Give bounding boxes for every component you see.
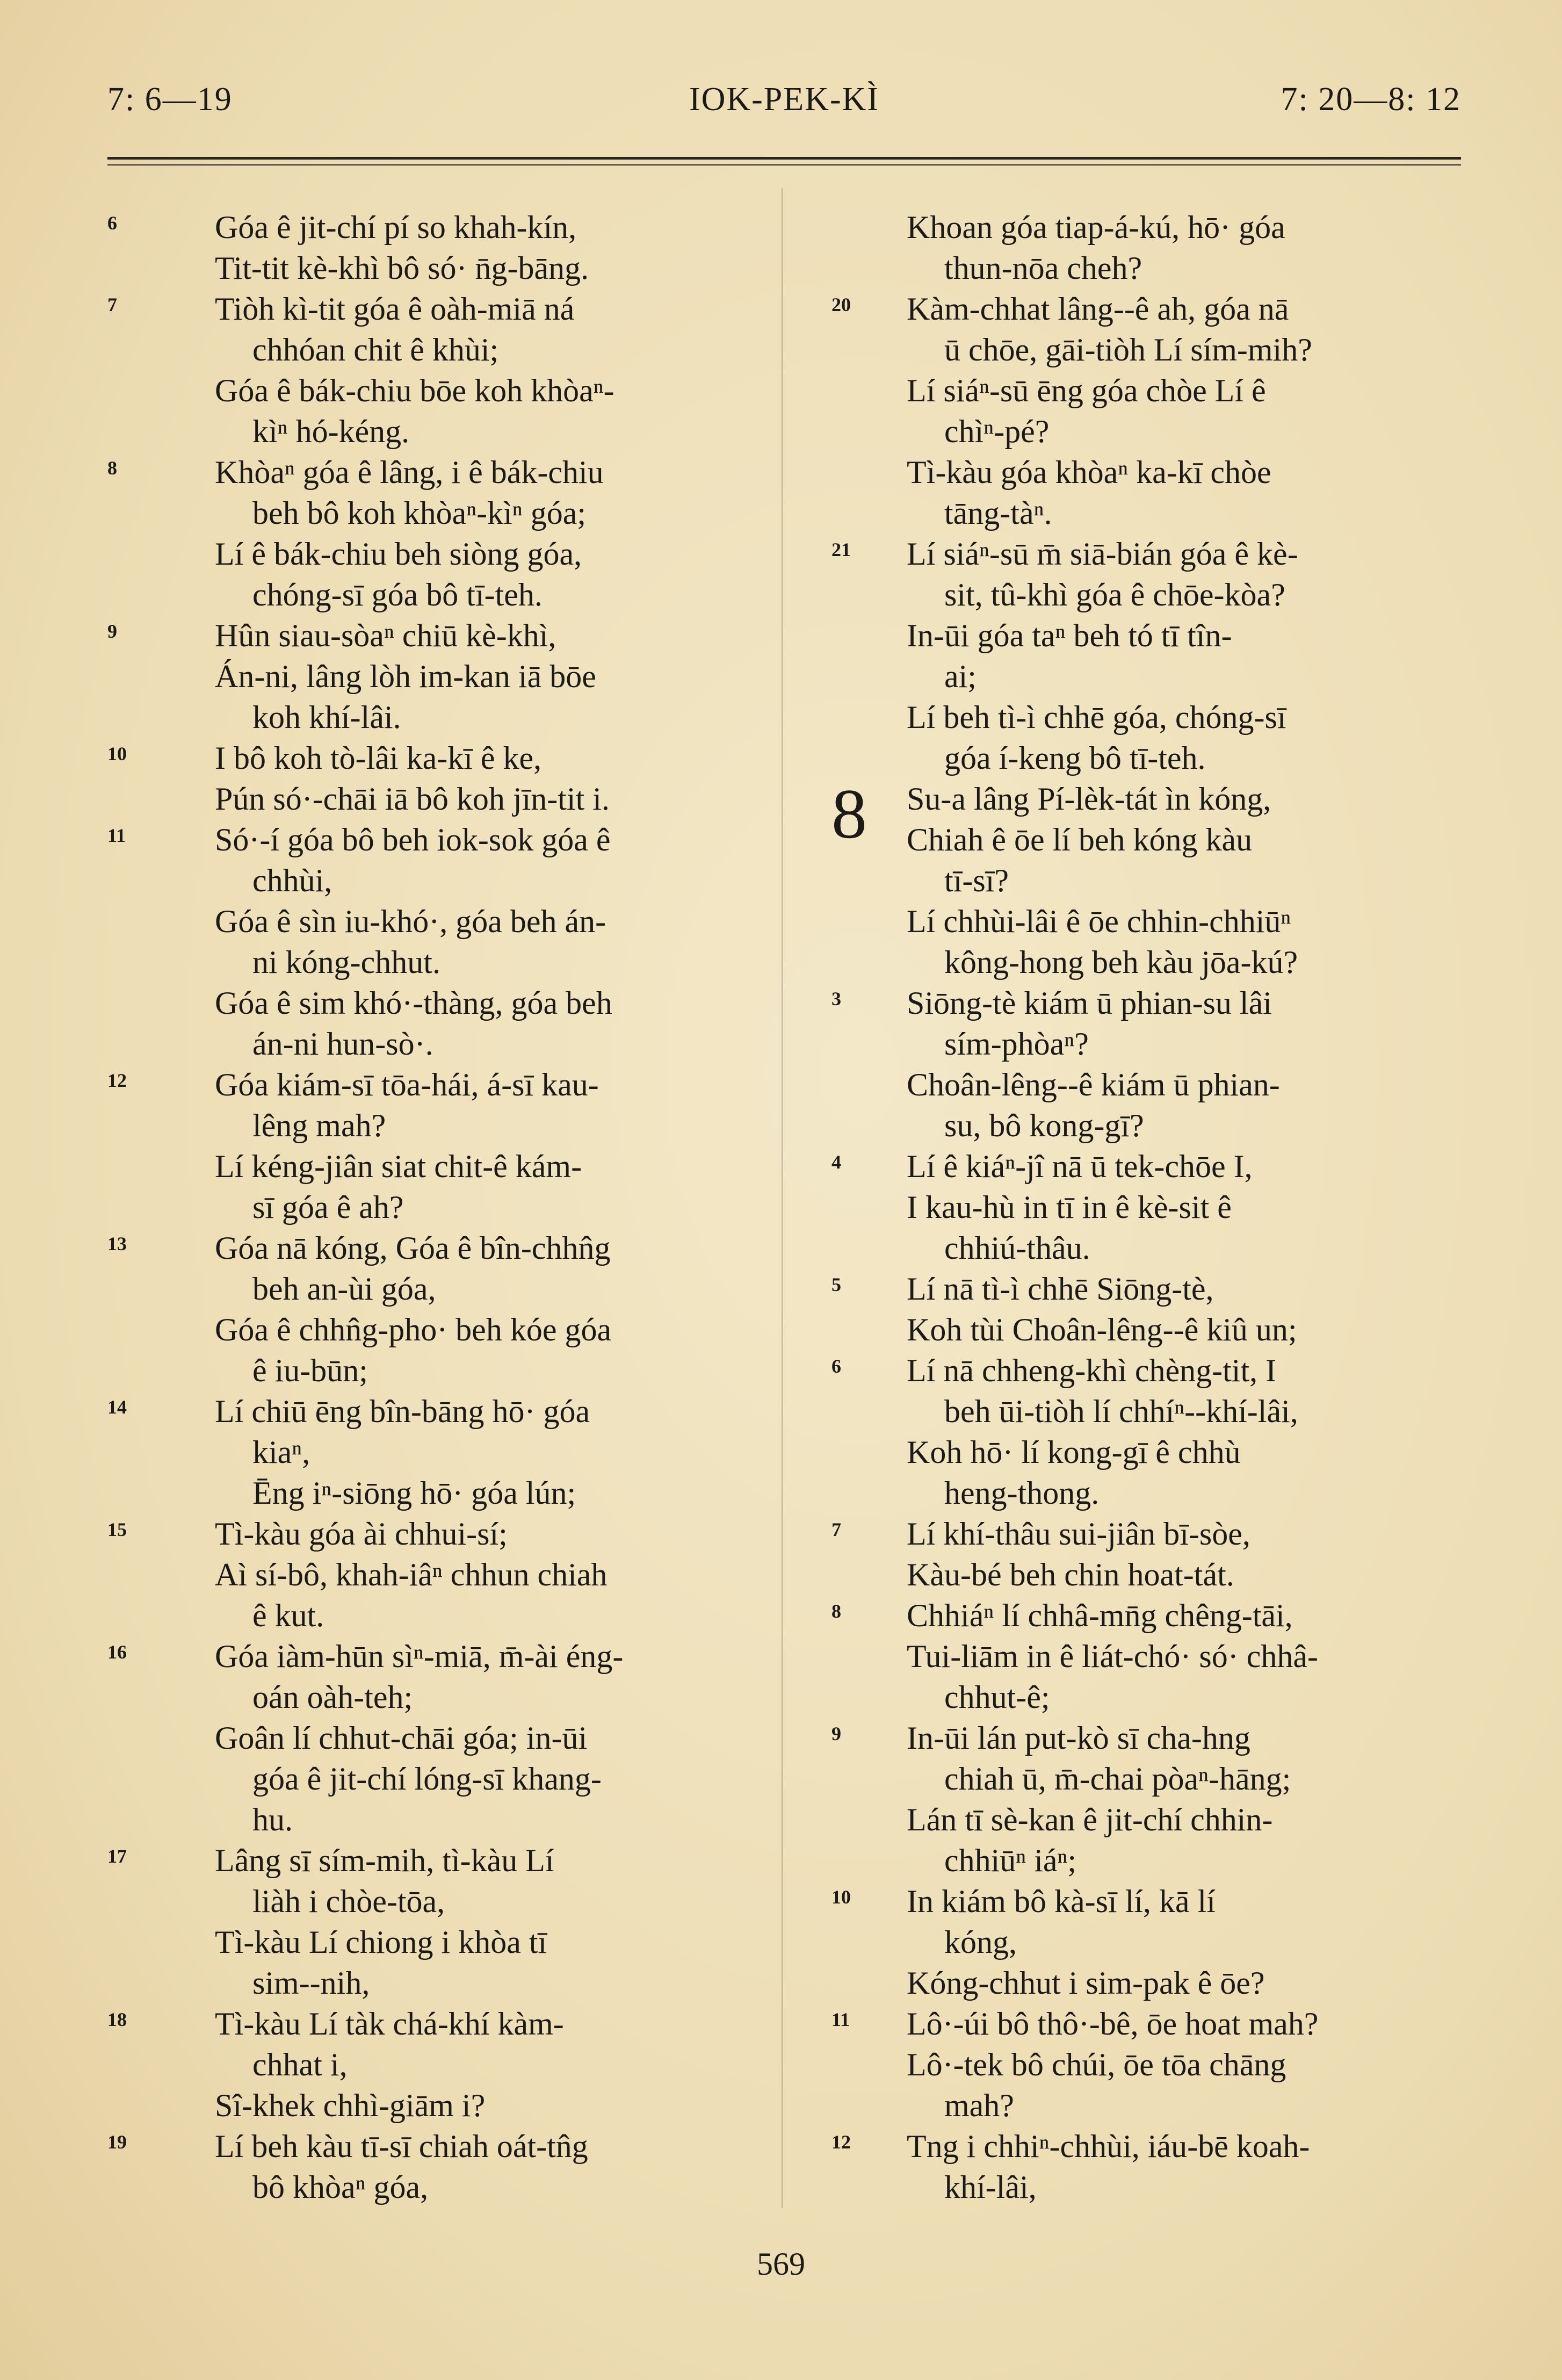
verse-number: 6 — [107, 212, 117, 234]
verse-line: Án-ni, lâng lòh im-kan iā bōe — [215, 659, 596, 694]
verse-line: Lí nā tì-ì chhē Siōng-tè, — [907, 1271, 1214, 1307]
verse — [107, 207, 773, 289]
verse-number: 15 — [107, 1519, 127, 1540]
verse — [107, 2126, 773, 2208]
verse-number: 10 — [831, 1886, 851, 1908]
verse-line: Tiòh kì-tit góa ê oàh-miā ná — [215, 291, 575, 327]
verse-line: Tì-kàu Lí chiong i khòa tī — [215, 1924, 547, 1960]
verse — [107, 1840, 773, 2003]
header-left-reference: 7: 6—19 — [107, 81, 233, 118]
verse — [831, 1718, 1461, 1881]
verse-line: ê iu-būn; — [252, 1353, 368, 1388]
verse-line: beh ūi-tiòh lí chhíⁿ--khí-lâi, — [944, 1394, 1298, 1429]
verse-line: Lô·-tek bô chúi, ōe tōa chāng — [907, 2047, 1286, 2082]
left-column — [107, 207, 773, 2208]
verse — [831, 2003, 1461, 2126]
verse-line: chhiūⁿ iáⁿ; — [944, 1843, 1077, 1878]
verse-line: Góa ê chhn̂g-pho· beh kóe góa — [215, 1312, 612, 1347]
verse — [107, 289, 773, 452]
verse-line: In kiám bô kà-sī lí, kā lí — [907, 1884, 1216, 1919]
verse-line: Pún só·-chāi iā bô koh jīn-tit i. — [215, 781, 610, 817]
verse-line: Góa ê sìn iu-khó·, góa beh án- — [215, 904, 606, 939]
verse-line: In-ūi lán put-kò sī cha-hng — [907, 1720, 1250, 1756]
verse-line: lêng mah? — [252, 1108, 386, 1143]
verse-line: Koh hō· lí kong-gī ê chhù — [907, 1434, 1241, 1470]
verse-line: heng-thong. — [944, 1475, 1100, 1511]
verse-line: Lán tī sè-kan ê jit-chí chhin- — [907, 1802, 1273, 1837]
verse-number: 17 — [107, 1845, 127, 1867]
verse — [107, 1636, 773, 1840]
verse-line: ū chōe, gāi-tiòh Lí sím-mih? — [944, 332, 1312, 367]
verse-line: Góa kiám-sī tōa-hái, á-sī kau- — [215, 1067, 599, 1102]
verse-line: chhùi, — [252, 863, 332, 898]
verse-number: 9 — [831, 1723, 841, 1744]
verse-line: án-ni hun-sò·. — [252, 1026, 433, 1062]
verse-line: Tì-kàu góa khòaⁿ ka-kī chòe — [907, 455, 1271, 490]
verse — [831, 1268, 1461, 1350]
verse — [831, 207, 1461, 289]
verse — [107, 819, 773, 1064]
verse-line: Lí beh tì-ì chhē góa, chóng-sī — [907, 699, 1286, 735]
verse-line: sit, tû-khì góa ê chōe-kòa? — [944, 577, 1285, 612]
verse-number: 20 — [831, 294, 851, 315]
verse-line: liàh i chòe-tōa, — [252, 1884, 445, 1919]
verse-number: 7 — [831, 1519, 841, 1540]
verse-line: sím-phòaⁿ? — [944, 1026, 1089, 1062]
verse-line: Tì-kàu góa ài chhui-sí; — [215, 1516, 508, 1552]
verse — [831, 1146, 1461, 1268]
verse-number: 3 — [831, 988, 841, 1009]
verse-line: chhóan chit ê khùi; — [252, 332, 499, 367]
verse-line: oán oàh-teh; — [252, 1679, 413, 1715]
verse-line: thun-nōa cheh? — [944, 250, 1142, 286]
verse-line: khí-lâi, — [944, 2169, 1037, 2205]
verse — [831, 983, 1461, 1146]
verse-line: Tì-kàu Lí tàk chá-khí kàm- — [215, 2006, 564, 2042]
verse-line: chhiú-thâu. — [944, 1230, 1090, 1266]
verse-line: Su-a lâng Pí-lèk-tát ìn kóng, — [907, 781, 1271, 817]
verse-line: Kóng-chhut i sim-pak ê ōe? — [907, 1965, 1265, 2001]
verse-line: mah? — [944, 2088, 1014, 2123]
verse-line: Ēng iⁿ-siōng hō· góa lún; — [252, 1475, 576, 1511]
verse-line: Lí ê kiáⁿ-jî nā ū tek-chōe I, — [907, 1149, 1253, 1184]
verse-line: Chhiáⁿ lí chhâ-mn̄g chêng-tāi, — [907, 1598, 1293, 1633]
verse-line: kóng, — [944, 1924, 1017, 1960]
verse-line: Koh tùi Choân-lêng--ê kiû un; — [907, 1312, 1297, 1347]
verse — [831, 289, 1461, 533]
verse-number: 21 — [831, 539, 851, 560]
verse — [107, 738, 773, 819]
verse-number: 5 — [831, 1274, 841, 1295]
verse-line: Kàu-bé beh chin hoat-tát. — [907, 1557, 1234, 1592]
verse-line: I kau-hù in tī in ê kè-sit ê — [907, 1189, 1232, 1225]
verse-line: chóng-sī góa bô tī-teh. — [252, 577, 543, 612]
verse-line: su, bô kong-gī? — [944, 1108, 1144, 1143]
verse — [107, 1391, 773, 1513]
verse-line: góa ê jit-chí lóng-sī khang- — [252, 1761, 602, 1797]
verse-number: 14 — [107, 1396, 127, 1418]
verse — [107, 1064, 773, 1228]
verse-line: ni kóng-chhut. — [252, 944, 440, 980]
verse-line: tī-sī? — [944, 863, 1009, 898]
verse-line: I bô koh tò-lâi ka-kī ê ke, — [215, 740, 542, 776]
verse-line: Hûn siau-sòaⁿ chiū kè-khì, — [215, 618, 556, 653]
verse-line: Lí chiū ēng bîn-bāng hō· góa — [215, 1394, 590, 1429]
verse — [107, 1513, 773, 1636]
column-divider — [782, 188, 783, 2208]
verse-number: 18 — [107, 2009, 127, 2030]
page-header — [107, 81, 1461, 129]
verse-number: 11 — [831, 2009, 850, 2030]
verse-line: kiaⁿ, — [252, 1434, 310, 1470]
verse-line: bô khòaⁿ góa, — [252, 2169, 429, 2205]
verse-number: 6 — [831, 1355, 841, 1377]
verse — [831, 1595, 1461, 1718]
verse-line: ê kut. — [252, 1598, 324, 1633]
verse-line: kông-hong beh kàu jōa-kú? — [944, 944, 1298, 980]
verse-number: 9 — [107, 621, 117, 642]
verse-line: Tng i chhiⁿ-chhùi, iáu-bē koah- — [907, 2129, 1310, 2164]
verse-line: tāng-tàⁿ. — [944, 495, 1052, 531]
verse-line: beh an-ùi góa, — [252, 1271, 436, 1307]
verse-line: Góa ê bák-chiu bōe koh khòaⁿ- — [215, 373, 614, 408]
verse-line: In-ūi góa taⁿ beh tó tī tîn- — [907, 618, 1232, 653]
verse-line: chìⁿ-pé? — [944, 414, 1050, 449]
verse-number: 19 — [107, 2131, 127, 2153]
verse-line: beh bô koh khòaⁿ-kìⁿ góa; — [252, 495, 587, 531]
header-rule-thick — [107, 157, 1461, 160]
verse-line: Khòaⁿ góa ê lâng, i ê bák-chiu — [215, 455, 604, 490]
verse-line: Aì sí-bô, khah-iâⁿ chhun chiah — [215, 1557, 608, 1592]
verse-line: Góa ê jit-chí pí so khah-kín, — [215, 210, 577, 245]
verse-line: Lô·-úi bô thô·-bê, ōe hoat mah? — [907, 2006, 1319, 2042]
verse-line: Chiah ê ōe lí beh kóng kàu — [907, 822, 1253, 857]
verse-number: 16 — [107, 1641, 127, 1663]
verse — [107, 615, 773, 738]
verse-number: 8 — [831, 1600, 841, 1622]
verse-line: Só·-í góa bô beh iok-sok góa ê — [215, 822, 611, 857]
header-title: IOK-PEK-KÌ — [689, 81, 880, 118]
verse-number: 8 — [107, 457, 117, 479]
verse-line: hu. — [252, 1802, 293, 1837]
verse-line: Lí khí-thâu sui-jiân bī-sòe, — [907, 1516, 1250, 1552]
verse — [107, 2003, 773, 2126]
verse-line: kìⁿ hó-kéng. — [252, 414, 410, 449]
verse-line: Lí siáⁿ-sū m̄ siā-bián góa ê kè- — [907, 536, 1298, 572]
verse-line: Lí kéng-jiân siat chit-ê kám- — [215, 1149, 582, 1184]
verse-line: góa í-keng bô tī-teh. — [944, 740, 1206, 776]
verse-line: sī góa ê ah? — [252, 1189, 404, 1225]
verse-number: 7 — [107, 294, 117, 315]
verse-line: Góa iàm-hūn sìⁿ-miā, m̄-ài éng- — [215, 1639, 624, 1674]
chapter-number: 8 — [831, 774, 867, 853]
verse — [831, 1513, 1461, 1595]
verse-line: ai; — [944, 659, 977, 694]
header-right-reference: 7: 20—8: 12 — [1281, 81, 1461, 118]
verse-line: sim--nih, — [252, 1965, 370, 2001]
verse-number: 12 — [831, 2131, 851, 2153]
verse-line: Choân-lêng--ê kiám ū phian- — [907, 1067, 1280, 1102]
verse-line: chhat i, — [252, 2047, 348, 2082]
verse-line: Goân lí chhut-chāi góa; in-ūi — [215, 1720, 588, 1756]
verse-line: Sî-khek chhì-giām i? — [215, 2088, 486, 2123]
verse — [107, 1228, 773, 1391]
verse-line: Tui-liām in ê liát-chó· só· chhâ- — [907, 1639, 1318, 1674]
verse — [831, 2126, 1461, 2208]
verse-line: koh khí-lâi. — [252, 699, 401, 735]
header-rule-thin — [107, 164, 1461, 165]
verse-line: Kàm-chhat lâng--ê ah, góa nā — [907, 291, 1289, 327]
verse-line: Lí siáⁿ-sū ēng góa chòe Lí ê — [907, 373, 1266, 408]
verse-number: 13 — [107, 1233, 127, 1254]
verse — [831, 774, 1461, 983]
verse-line: Khoan góa tiap-á-kú, hō· góa — [907, 210, 1285, 245]
verse-number: 12 — [107, 1070, 127, 1091]
verse — [107, 452, 773, 615]
verse-line: Góa nā kóng, Góa ê bîn-chhn̂g — [215, 1230, 611, 1266]
verse-line: Lí beh kàu tī-sī chiah oát-tn̂g — [215, 2129, 588, 2164]
right-column — [831, 207, 1461, 2208]
verse-number: 10 — [107, 743, 127, 765]
verse-line: Siōng-tè kiám ū phian-su lâi — [907, 985, 1272, 1021]
verse-line: Lí chhùi-lâi ê ōe chhin-chhiūⁿ — [907, 904, 1291, 939]
verse — [831, 1350, 1461, 1513]
verse-number: 11 — [107, 825, 126, 846]
verse-line: Lâng sī sím-mih, tì-kàu Lí — [215, 1843, 554, 1878]
page-number: 569 — [757, 2246, 805, 2282]
verse — [831, 533, 1461, 778]
verse-line: Góa ê sim khó·-thàng, góa beh — [215, 985, 612, 1021]
verse-line: chhut-ê; — [944, 1679, 1050, 1715]
verse — [831, 1881, 1461, 2003]
verse-number: 4 — [831, 1151, 841, 1173]
verse-line: chiah ū, m̄-chai pòaⁿ-hāng; — [944, 1761, 1291, 1797]
verse-line: Lí ê bák-chiu beh siòng góa, — [215, 536, 582, 572]
verse-line: Lí nā chheng-khì chèng-tit, I — [907, 1353, 1277, 1388]
verse-line: Tit-tit kè-khì bô só· n̄g-bāng. — [215, 250, 589, 286]
